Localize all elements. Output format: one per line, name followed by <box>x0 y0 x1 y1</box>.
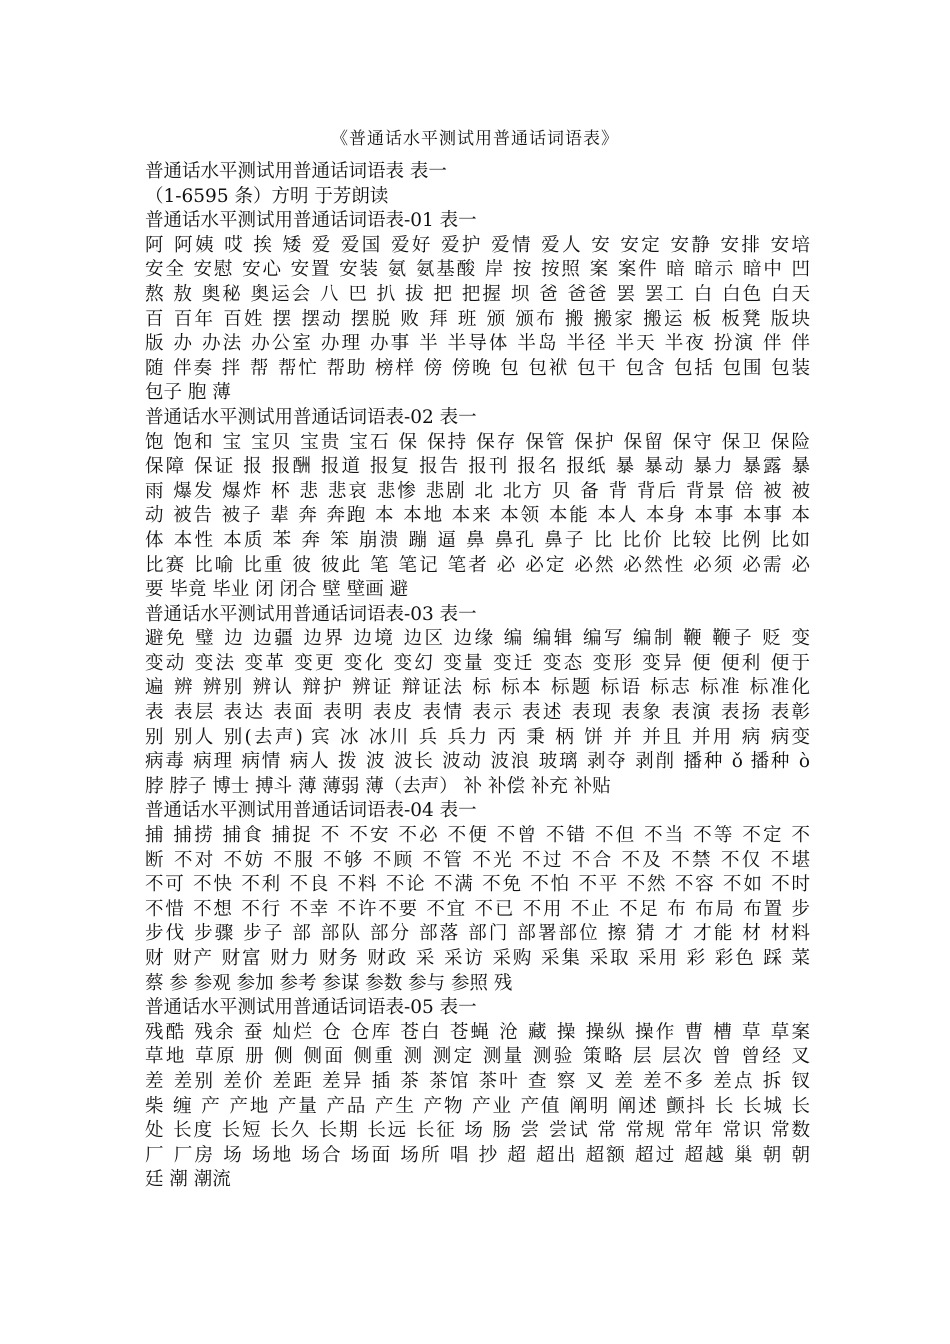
word-list-line: 比赛 比喻 比重 彼 彼此 笔 笔记 笔者 必 必定 必然 必然性 必须 必需 必 <box>145 554 810 576</box>
page-title: 《普通话水平测试用普通话词语表》 <box>331 129 619 149</box>
text-line: 廷 潮 潮流 <box>145 1169 231 1191</box>
word-list-line: 残酷 残余 蚕 灿烂 仓 仓库 苍白 苍蝇 沧 藏 操 操纵 操作 曹 槽 草 草案 <box>145 1021 810 1043</box>
word-list-line: 捕 捕捞 捕食 捕捉 不 不安 不必 不便 不曾 不错 不但 不当 不等 不定 不 <box>145 825 810 847</box>
word-list-line: 处 长度 长短 长久 长期 长远 长征 场 肠 尝 尝试 常 常规 常年 常识 常数 <box>145 1120 810 1142</box>
word-list-line: 不可 不快 不利 不良 不料 不论 不满 不免 不怕 不平 不然 不容 不如 不时 <box>145 874 810 896</box>
text-line: 普通话水平测试用普通话词语表-03 表一 <box>145 603 477 625</box>
word-list-line: 不惜 不想 不行 不幸 不许不要 不宜 不已 不用 不止 不足 布 布局 布置 步 <box>145 898 810 920</box>
word-list-line: 财 财产 财富 财力 财务 财政 采 采访 采购 采集 采取 采用 彩 彩色 踩 菜 <box>145 948 810 969</box>
text-line: 普通话水平测试用普通话词语表-02 表一 <box>145 406 477 428</box>
text-line: （1-6595 条）方明 于芳朗读 <box>145 185 389 207</box>
word-list-line: 随 伴奏 拌 帮 帮忙 帮助 榜样 傍 傍晚 包 包袱 包干 包含 包括 包围 包装 <box>145 357 810 379</box>
word-list-line: 饱 饱和 宝 宝贝 宝贵 宝石 保 保持 保存 保管 保护 保留 保守 保卫 保险 <box>145 431 810 453</box>
word-list-line: 步伐 步骤 步子 部 部队 部分 部落 部门 部署部位 擦 猜 才 才能 材 材料 <box>145 923 810 945</box>
word-list-line: 草地 草原 册 侧 侧面 侧重 测 测定 测量 测验 策略 层 层次 曾 曾经 叉 <box>145 1046 810 1068</box>
word-list-line: 避免 璧 边 边疆 边界 边境 边区 边缘 编 编辑 编写 编制 鞭 鞭子 贬 变 <box>145 628 810 650</box>
word-list-line: 阿 阿姨 哎 挨 矮 爱 爱国 爱好 爱护 爱情 爱人 安 安定 安静 安排 安培 <box>145 234 810 256</box>
word-list-line: 表 表层 表达 表面 表明 表皮 表情 表示 表述 表现 表象 表演 表扬 表彰 <box>145 702 810 724</box>
word-list-line: 体 本性 本质 苯 奔 笨 崩溃 蹦 逼 鼻 鼻孔 鼻子 比 比价 比较 比例 比如 <box>145 529 810 551</box>
word-list-line: 版 办 办法 办公室 办理 办事 半 半导体 半岛 半径 半天 半夜 扮演 伴 伴 <box>145 333 810 355</box>
text-line: 要 毕竟 毕业 闭 闭合 壁 壁画 避 <box>145 579 409 601</box>
text-line: 普通话水平测试用普通话词语表-01 表一 <box>145 210 477 232</box>
text-line: 普通话水平测试用普通话词语表 表一 <box>145 161 447 182</box>
word-list-line: 别 别人 别(去声) 宾 冰 冰川 兵 兵力 丙 秉 柄 饼 并 并且 并用 病 病变 <box>145 726 810 748</box>
word-list-line: 断 不对 不妨 不服 不够 不顾 不管 不光 不过 不合 不及 不禁 不仅 不堪 <box>145 849 810 871</box>
word-list-line: 变动 变法 变革 变更 变化 变幻 变量 变迁 变态 变形 变异 便 便利 便于 <box>145 652 810 674</box>
word-list-line: 厂 厂房 场 场地 场合 场面 场所 唱 抄 超 超出 超额 超过 超越 巢 朝 朝 <box>145 1144 810 1166</box>
word-list-line: 柴 缠 产 产地 产量 产品 产生 产物 产业 产值 阐明 阐述 颤抖 长 长城 长 <box>145 1095 810 1117</box>
text-line: 普通话水平测试用普通话词语表-04 表一 <box>145 800 477 822</box>
word-list-line: 差 差别 差价 差距 差异 插 茶 茶馆 茶叶 查 察 叉 差 差不多 差点 拆 钗 <box>145 1070 810 1092</box>
word-list-line: 安全 安慰 安心 安置 安装 氨 氨基酸 岸 按 按照 案 案件 暗 暗示 暗中 凹 <box>145 259 810 281</box>
word-list-line: 动 被告 被子 辈 奔 奔跑 本 本地 本来 本领 本能 本人 本身 本事 本事 本 <box>145 505 810 527</box>
word-list-line: 保障 保证 报 报酬 报道 报复 报告 报刊 报名 报纸 暴 暴动 暴力 暴露 暴 <box>145 456 810 478</box>
document-body <box>145 160 810 1193</box>
word-list-line: 熬 敖 奥秘 奥运会 八 巴 扒 拔 把 把握 坝 爸 爸爸 罢 罢工 白 白色 白天 <box>145 283 810 305</box>
word-list-line: 雨 爆发 爆炸 杯 悲 悲哀 悲惨 悲剧 北 北方 贝 备 背 背后 背景 倍 被 被 <box>145 480 810 502</box>
word-list-line: 百 百年 百姓 摆 摆动 摆脱 败 拜 班 颁 颁布 搬 搬家 搬运 板 板凳 版块 <box>145 308 810 330</box>
text-line: 脖 脖子 博士 搏斗 薄 薄弱 薄（去声） 补 补偿 补充 补贴 <box>145 775 611 797</box>
word-list-line: 遍 辨 辨别 辨认 辩护 辨证 辩证法 标 标本 标题 标语 标志 标准 标准化 <box>145 677 810 699</box>
text-line: 普通话水平测试用普通话词语表-05 表一 <box>145 997 477 1019</box>
text-line: 包子 胞 薄 <box>145 382 231 404</box>
word-list-line: 病毒 病理 病情 病人 拨 波 波长 波动 波浪 玻璃 剥夺 剥削 播种 ǒ 播种 ò <box>145 751 810 773</box>
text-line: 蔡 参 参观 参加 参考 参谋 参数 参与 参照 残 <box>145 972 513 994</box>
